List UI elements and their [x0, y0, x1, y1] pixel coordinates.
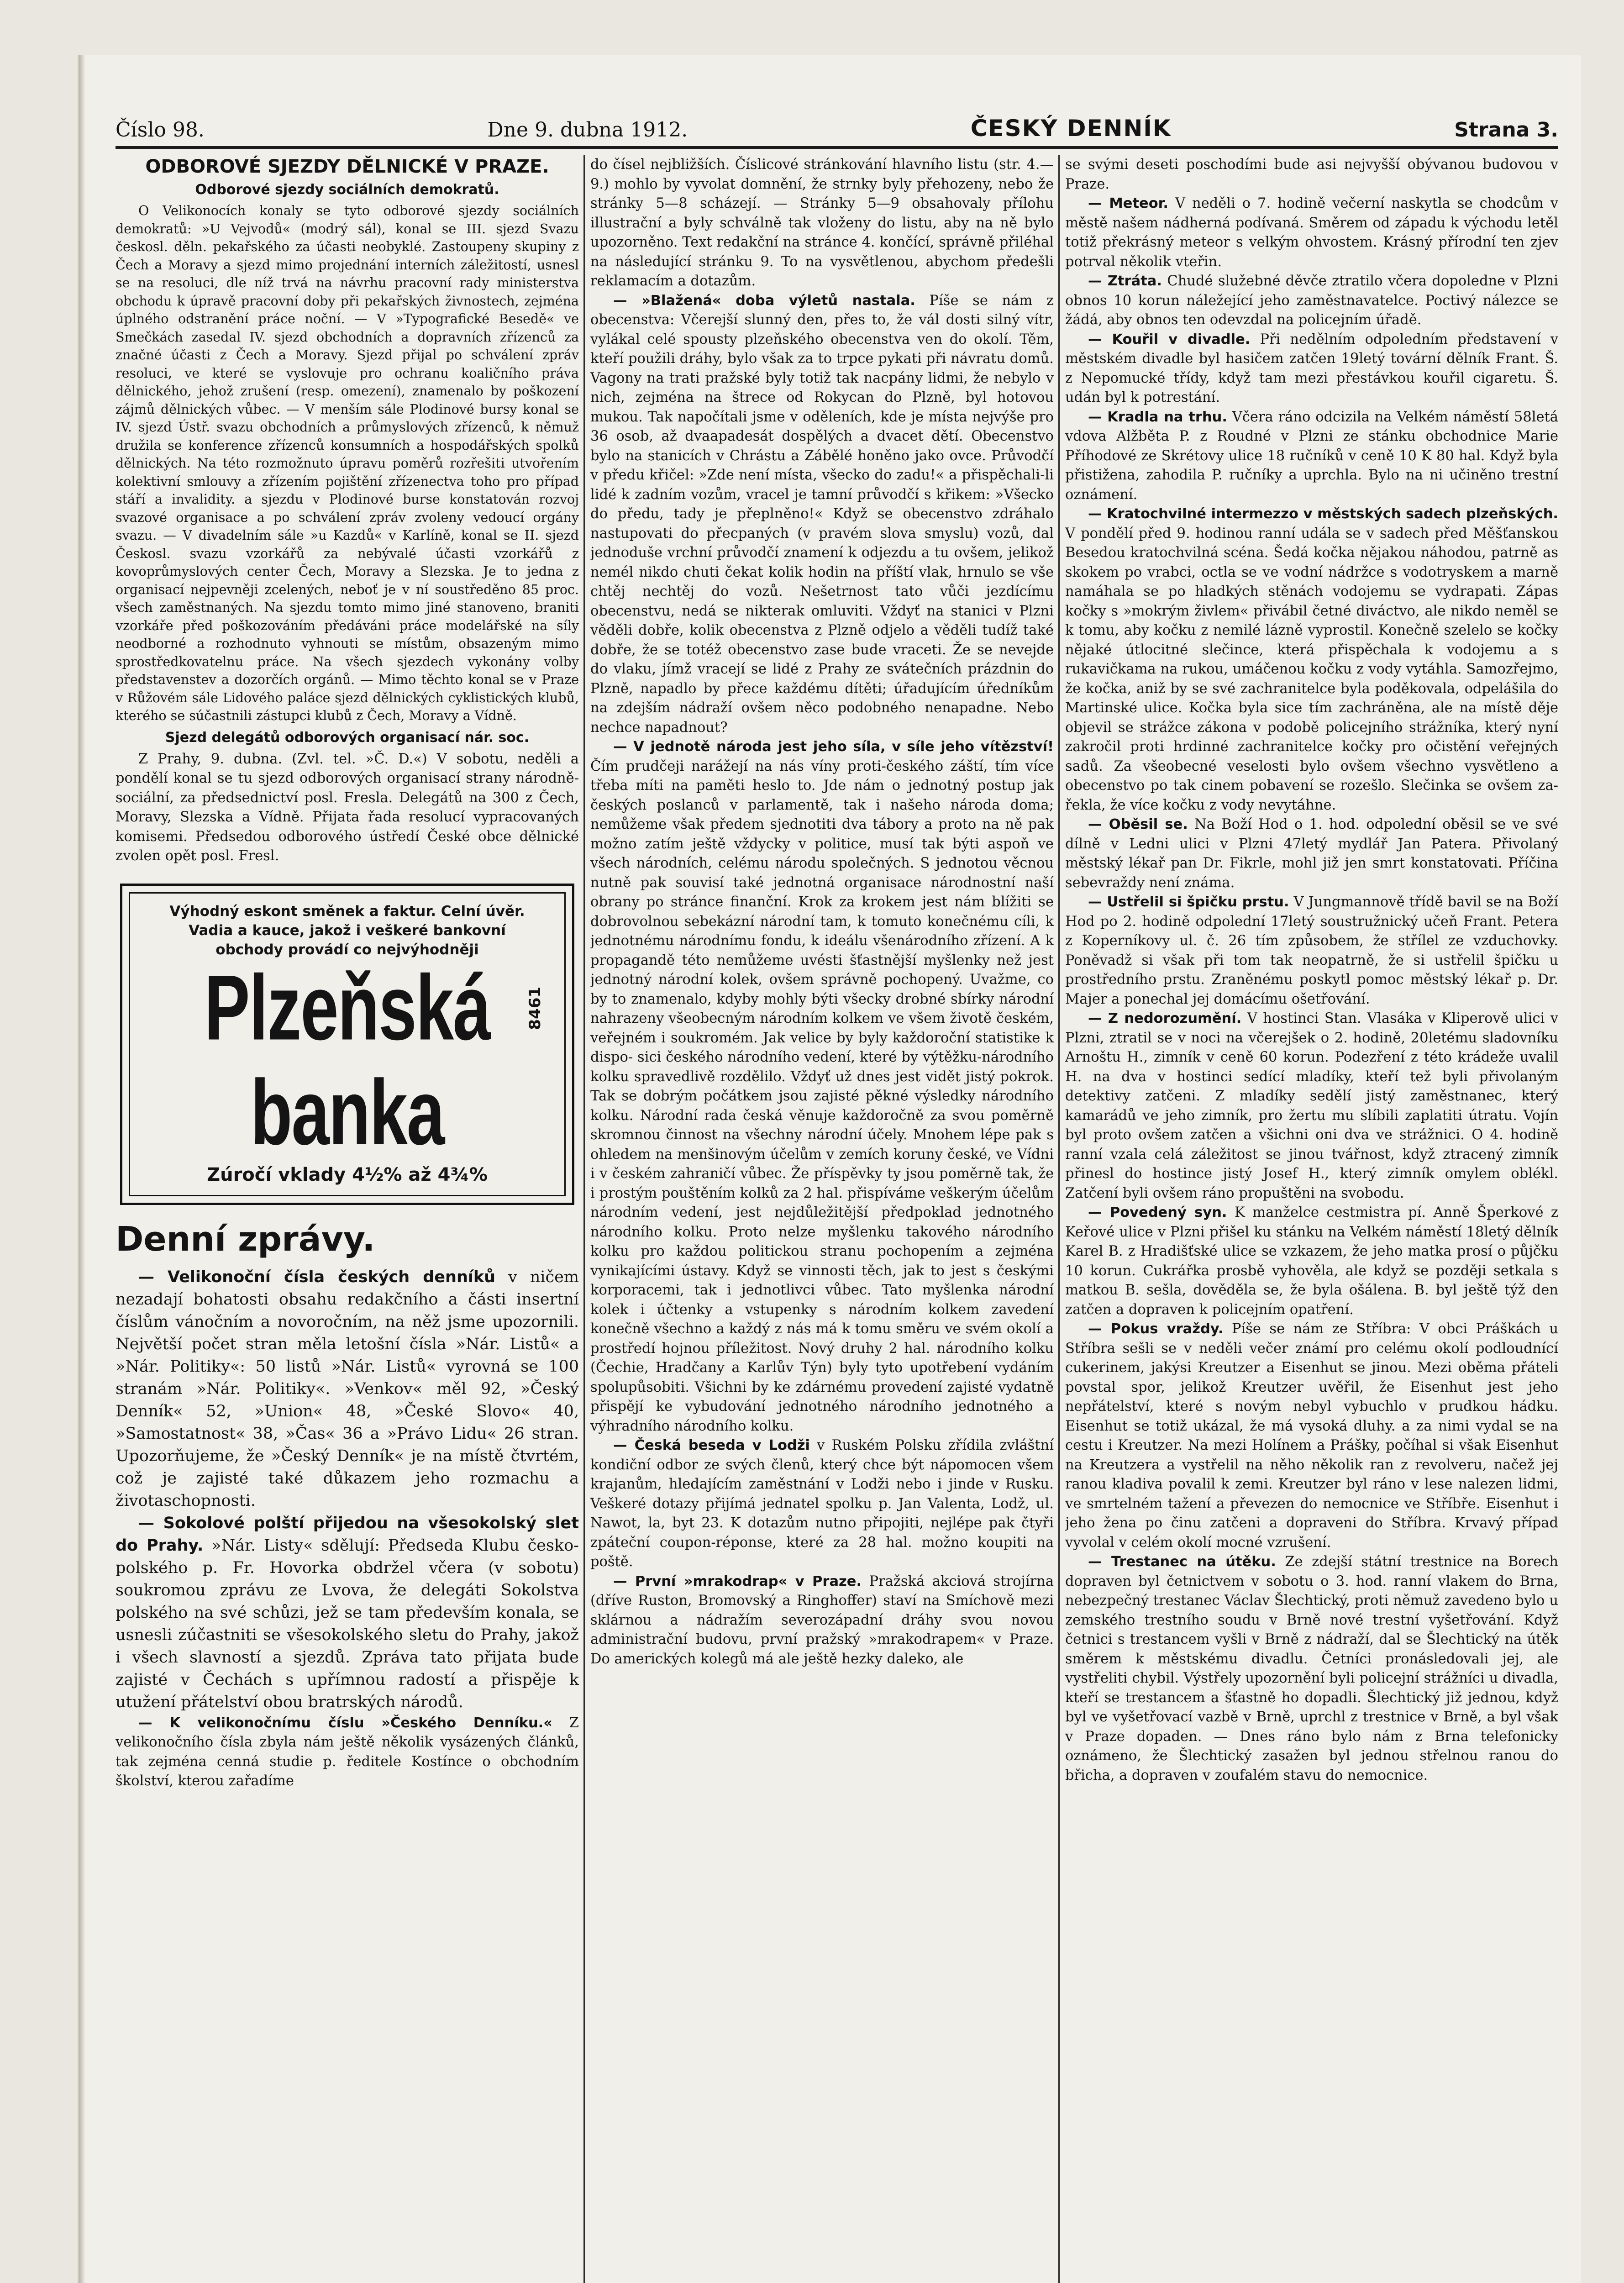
article-title: — První »mrakodrap« v Praze. [613, 1573, 862, 1589]
ad-tagline: Výhodný eskont směnek a faktur. Celní úvěr. Vadia a kauce, jakož i veškeré bankovní obchody provádí co nejvýhodněji [169, 903, 525, 958]
article-title: — V jednotě národa jest jeho síla, v síle jeho vítězství! [613, 739, 1054, 755]
article-title: — Kratochvilné intermezzo v městských sadech plzeňských. [1088, 506, 1558, 522]
column-divider [583, 155, 585, 2283]
masthead: ČESKÝ DENNÍK [970, 115, 1172, 142]
article-subhead: Sjezd delegátů odborových organisací nár. soc. [165, 729, 530, 746]
header-rule [116, 146, 1558, 149]
column-divider [1058, 155, 1060, 2283]
ad-frame [129, 892, 566, 1196]
column-3 [1065, 155, 1558, 2283]
issue-number: Číslo 98. [116, 118, 205, 142]
article-title: — Oběsil se. [1088, 816, 1188, 832]
article-title: — Povedený syn. [1088, 1205, 1227, 1220]
article-title: — Trestanec na útěku. [1088, 1554, 1276, 1570]
article-body: Ze zdejší státní trestnice na Borech dopraven byl četnictvem v sobotu o 3. hod. ranní vlakem do Brna, nebezpečný trestanec Václav Šlechtický, proti němuž zavedeno bylo u zemského trestního soudu v Brně nové trestní vyšetřování. Když četnici s trestancem vyšli v Brně z nádraží, dal se Šlechtický na útěk směrem k městskému divadlu. Četníci pronásledovali jej, ale vystřeliti chybil. Výstřely upozornění byli policejní strážníci u divadla, kteří se trestancem a šťastně ho dopadli. Šlechtický již jednou, když byl ve vyšetřovací vazbě v Brně, uprchl z trestnice v Brně, a byl však v Praze dopaden. — Dnes ráno bylo nám z Brna telefonicky oznámeno, že Šlechtický zasažen byl jednou střelnou ranou do břicha, a dopraven v zoufalém stavu do nemocnice. [1065, 1554, 1558, 1783]
article-body: O Velikonocích konaly se tyto odborové sjezdy sociálních demokratů: »U Vejvodů« (modrý sál), konal se III. sjezd Svazu českosl. děln. pekařského za účasti neobyklé. Zastoupeny skupiny z Čech a Moravy a sjezd mimo projednání interních záležitostí, usnesl se na resoluci, dle níž trvá na návrhu pracovní rady ministerstva obchodu k úpravě pracovní doby při pekařských živnostech, zejména úplného odstranění práce noční. — V »Typografické Besedě« ve Smečkách zasedal IV. sjezd obchodních a dopravních zřízenců za značné účasti z Čech a Moravy. Sjezd přijal po schválení zpráv resoluci, ve které se vyslovuje pro ochranu koaličního práva dělnického, jehož zrušení (resp. omezení), znamenalo by poškození zájmů dělnických vůbec. — V menším sále Plodinové bursy konal se IV. sjezd Ústř. svazu obchodních a průmyslových zřízenců, k němuž družila se konference zřízenců konsumních a hospodářských spolků dělnických. Na této rozmožnuto úpravu poměrů rozřešiti utvořením kolektivní smlouvy a zřízením pojištění zřízenectva toho pro případ stáří a invalidity. a sjezdu v Plodinové burse konstatován rozvoj svazové organisace a po schválení zpráv zvoleny vedoucí orgány svazu. — V divadelním sále »u Kazdů« v Karlíně, konal se II. sjezd Českosl. svazu vzorkářů za nebývalé účasti vzorkářů z kovoprůmyslových center Čech, Moravy a Slezska. Je to jedna z organisací nejpevněji zcelených, neboť je v ní soustředěno 85 proc. všech zaměstnaných. Na sjezdu tomto mimo jiné stanoveno, braniti vzorkáře před poškozováním předáváni práce modelářské na síly neodborné a rozhodnuto vyhnouti se místům, obsazeným mimo sprostředkovatelnu práce. Na všech sjezdech vykonány volby představenstev a dozorčích orgánů. — Mimo těchto konal se v Praze v Růžovém sále Lidového paláce sjezd dělnických cyklistických klubů, kterého se súčastnili zástupci klubů z Čech, Moravy a Vídně. [116, 203, 579, 723]
article-body: do čísel nejbližších. Číslicové stránkování hlavního listu (str. 4.—9.) mohlo by vyvolat domnění, že strnky byly přehozeny, nebo že stránky 5—8 scházejí. — Stránky 5—9 obsahovaly přílohu illustrační a byly schválně tak vloženy do listu, aby na ně bylo upozorněno. Text redakční na stránce 4. končící, správně přiléhal na následující stránku 9. To na vysvětlenou, abychom předešli reklamacím a dotazům. [590, 157, 1054, 289]
article-body: Na Boží Hod o 1. hod. odpolední oběsil se ve své dílně v Ledni ulici v Plzni 47letý mydlář Jan Patera. Přivolaný městský lékař pan Dr. Fikrle, mohl již jen smrt konstatovati. Příčina sebevraždy není známa. [1065, 816, 1558, 891]
article-body: V neděli o 7. hodině večerní naskytla se chodcům v městě našem nádherná podívaná. Směrem od západu k východu letěl totiž překrásný meteor s velkým ohvostem. Krásný přírodní ten zjev potrval několik vteřin. [1065, 195, 1558, 270]
article-body: Při nedělním odpoledním představení v městském divadle byl hasičem zatčen 19letý tovární dělník Frant. Š. z Nepomucké třídy, když tam mezi přestávkou kouřil cigaretu. Š. udán byl k potrestání. [1065, 331, 1558, 405]
article-title: — Meteor. [1088, 195, 1168, 211]
article-body: Píše se nám z obecenstva: Včerejší slunný den, přes to, že vál dosti silný vítr, vylákal celé spousty plzeňského obecenstva ven do okolí. Těm, kteří použili dráhy, bylo však za to trpce pykati při návratu domů. Vagony na trati pražské byly totiž tak nacpány lidmi, že nebylo v nich, zejména na štrece od Rokycan do Plzně, byl hotovou mukou. Tak napočítali jsme v oděleních, kde je místa nejvýše pro 36 osob, až dvaapadesát dospělých a dvacet dětí. Obecenstvo bylo na stanicích v Chrástu a Zábělé honěno jako ovce. Průvodčí v předu křičel: »Zde není místa, všecko do zadu!« a přispěchali-li lidé k zadním vozům, vracel je tamní průvodčí s křikem: »Všecko do předu, tady je přeplněno!« Když se obecenstvo zdráhalo nastupovati do přecpaných (v pravém slova smyslu) vozů, dal jednoduše vrchní průvodčí znamení k odjezdu a tu ovšem, jelikož nemél nikdo chuti čekat kolik hodin na příští vlak, hrnulo se vše chtěj nechtěj do vozů. Nešetrnost tato vůči jezdícímu obecenstvu, nedá se nikterak omluviti. Vždyť na stanici v Plzni věděli dobře, kolik obecenstva z Plzně odjelo a věděli tudíž také dobře, že se totéž obecenstvo zase bude vraceti. Že se nevejde do vlaku, jímž vracejí se lidé z Prahy ze svátečních prázdnin do Plzně, napadlo by přece každému dítěti; úřadujícím úředníkům na zdejším nádraží ovšem něco podobného nenapadne. Nebo nechce napadnout? [590, 292, 1054, 736]
article-title: — Česká beseda v Lodži [613, 1437, 810, 1453]
article-body: Chudé služebné děvče ztratilo včera dopoledne v Plzni obnos 10 korun náležející jeho zaměstnavatelce. Poctivý nálezce se žádá, aby obnos ten odevzdal na policejním úřadě. [1065, 273, 1558, 328]
article-body: se svými deseti poschodími bude asi nejvyšší obývanou budovou v Praze. [1065, 157, 1558, 192]
article-title: — Z nedorozumění. [1088, 1010, 1242, 1026]
article-title: — K velikonočnímu číslu »Českého Denníku.« [138, 1715, 552, 1731]
ad-bank-name: Plzeňská banka [204, 955, 490, 1164]
article-title: — Sokolové polští přijedou na všesokolský slet do Prahy. [116, 1514, 579, 1555]
advertisement-bank [120, 884, 574, 1205]
section-title: ODBOROVÉ SJEZDY DĚLNICKÉ V PRAZE. [145, 156, 549, 177]
article-title: — Ustřelil si špičku prstu. [1088, 894, 1289, 910]
page-number: Strana 3. [1454, 118, 1558, 142]
article-body: V hostinci Stan. Vlasáka v Kliperově ulici v Plzni, ztratil se v noci na včerejšek o 2. hodině, 20letému sladovníku Arnoštu H., zimník v ceně 60 korun. Podezření z této krádeže uvalil H. na dva v hostinci sedící mladíky, kteří tež byli přivolaným detektivy zatčeni. Z mladíky sedělí jistý zaměstnanec, který kamarádů ve jeho zimník, pro žertu mu slíbili zaplatiti útratu. Vojín byl proto ovšem zatčen a všichni oni dva ve strážnici. O 4. hodině ranní vzala celá záležitost se jinou tvářnost, když ztracený zimník přinesl do hostince jistý Josef H., který zimník omylem oblékl. Zatčení byli ovšem ráno propuštěni na svobodu. [1065, 1010, 1558, 1201]
rubric-title: Denní zprávy. [116, 1219, 375, 1259]
ad-interest-rate: Zúročí vklady 4½% až 4¾% [207, 1164, 488, 1185]
article-body: Z velikonočního čísla zbyla nám ještě několik vysázených článků, tak zejména cenná studie p. ředitele Kostínce o obchodním školství, kterou zařadíme [116, 1715, 579, 1789]
article-body: Včera ráno odcizila na Velkém náměstí 58letá vdova Alžběta P. z Roudné v Plzni ze stánku obchodnice Marie Příhodové ze Skrétovy ulice 18 ručníků v ceně 10 K 80 hal. Když byla přistižena, zahodila P. ručníky a uprchla. Bylo na ni učiněno trestní oznámení. [1065, 409, 1558, 503]
article-body: V Jungmannově třídě bavil se na Boží Hod po 2. hodině odpolední 17letý soustružnický učeň Frant. Petera z Koperníkovy ul. č. 26 tím způsobem, že střílel ze vzduchovky. Poněvadž si však při tom tak neopatrně, že si ustřelil špičku u prostředního prstu. Zraněnému poskytl pomoc městský lékař p. Dr. Majer a ponechal jej domácímu ošetřování. [1065, 894, 1558, 1007]
column-1 [116, 155, 579, 2283]
article-subhead: Odborové sjezdy sociálních demokratů. [195, 182, 499, 198]
binding-shadow [79, 55, 85, 2283]
article-body: V pondělí před 9. hodinou ranní udála se v sadech před Měšťanskou Besedou kratochvilná scéna. Šedá kočka nějakou náhodou, patrně as skokem po vrabci, octla se ve vodní nádržce s vodotryskem a marně namáhala se po hladkých stěnách vodojemu se vydrapati. Zápas kočky s »mokrým živlem« přivábil četné diváctvo, ale nikdo neměl se k tomu, aby kočku z nemilé lázně vyprostil. Konečně szelelo se kočky nějaké útlocitné slečince, která přispěchala k vodojemu a s rukavičkama na rukou, umáčenou kočku z vody vytáhla. Samozřejmo, že kočka, aniž by se své zachranitelce byla poděkovala, odpelášila do Martinské ulice. Kočka byla sice tím zachráněna, ale na místě děje objevil se strážce zákona v podobě policejního strážníka, který nyní zakročil proti hrdinné zachranitelce kočky pro očistění veřejných sadů. Za všeobecné veselosti bylo ovšem všechno vysvětleno a obecenstvo po tak cinem pobavení se rozešlo. Slečinka se ovšem za- řekla, že více kočku z vody nevytáhne. [1065, 525, 1558, 813]
article-title: — Kouřil v divadle. [1088, 331, 1251, 347]
article-title: — Pokus vraždy. [1088, 1321, 1224, 1337]
issue-date: Dne 9. dubna 1912. [487, 118, 688, 142]
article-title: — Velikonoční čísla českých denníků [138, 1268, 496, 1286]
article-body: K manželce cestmistra pí. Anně Šperkové z Keřové ulice v Plzni přišel ku stánku na Velkém náměstí 18letý dělník Karel B. z Hradišťské ulice se vzkazem, že jeho matka prosí o půjčku 10 korun. Cukrářka prosbě vyhověla, ale když se později setkala s matkou B. sešla, dověděla se, že byla ošálena. B. byl ještě týž den zatčen a dopraven k policejním opatření. [1065, 1205, 1558, 1318]
article-body: Čím prudčeji narážejí na nás víny proti-českého záští, tím více třeba míti na paměti heslo to. Jde nám o jednotný postup jak českých poslanců v parlamentě, tak i našeho národa doma; nemůžeme však předem sjednotiti dva tábory a proto na ně pak možno zatím ještě vždycky v politice, musí tak býti aspoň ve všech národních, celému národu společných. S jednotou věcnou nutně pak souvisí také jednotná organisace národnostní naší obrany po stránce finanční. Krok za krokem jest nám blížiti se dobrovolnou sebekázní národní tam, k tomuto konečnému cíli, k jednotnému národnímu fondu, k ideálu všenárodního zřízení. A k propagandě této nemůžeme uvésti šťastnější myšlenky než jest jednotný národní kolek, ovšem správně pochopený. Uvažme, co by to znamenalo, kdyby mohly býti všecky drobné sbírky národní nahrazeny všeobecným národním kolkem ve všem životě českém, veřejném i soukromém. Jak velice by byly každoroční statistike k dispo- sici českého národního vedení, které by výtěžku-národního kolku spravedlivě rozdělilo. Vždyť už dnes jest vidět jistý pokrok. Tak se dobrým počátkem jsou zajisté pěkné výsledky národního kolku. Národní rada česká věnuje každoročně za svou poměrně skromnou činnost na všechny národní účely. Mnohem lépe pak s ohledem na menšinovým účelům v zemích koruny české, ve Vídni i v českém zahraničí vůbec. Že příspěvky ty jsou poměrně tak, že i prostým pouštěním kolků za 2 hal. přispíváme veškerým účelům národním vedení, jest nejdůležitější předpoklad jednotného národního kolku. Proto nelze myšlenku takového národního kolku pro každou politickou stranu pochopením a zejména vynikajícími ústavy. Když se vinnosti těch, jak to jest s českými korporacemi, tak i jednotlivci vůbec. Tato myšlenka národní kolek i účtenky a vstupenky s národním kolkem zavedení konečně všechno a každý z nás má k tomu směru ve svém okolí a prostředí hojnou příležitost. Nový druhy 2 hal. národního kolku (Čechie, Hradčany a Karlův Týn) byly tyto upotřebení vydáním spolupůsobiti. Všichni by ke zdárnému provedení zajisté vydatně přispějí ke vybudování jednotného národního jednotného a výhradního národního kolku. [590, 758, 1054, 1434]
article-body: v Ruském Polsku zřídila zvláštní kondiční odbor ze svých členů, který chce být nápomocen všem krajanům, hledajícím zaměstnání v Lodži nebo i jinde v Rusku. Veškeré dotazy přijímá jednatel spolku p. Jan Valenta, Lodž, ul. Nawot, la, byt 23. K dotazům nutno připojiti, nejlépe pak čtyři zpáteční coupon-réponse, které za 28 hal. možno koupiti na poště. [590, 1437, 1054, 1570]
newspaper-page [78, 55, 1581, 2283]
article-title: — »Blažená« doba výletů nastala. [613, 292, 915, 309]
article-body: v ničem nezadají bohatosti obsahu redakčního a části insertní číslům vánočním a novoročním, na něž jsme upozornili. Největší počet stran měla letošní čísla »Nár. Listů« a »Nár. Politiky«: 50 listů »Nár. Listů« vyrovná se 100 stranám »Nár. Politiky«. »Venkov« měl 92, »Český Denník« 52, »Union« 48, »České Slovo« 40, »Samostatnost« 38, »Čas« 36 a »Právo Lidu« 26 stran. Upozorňujeme, že »Český Denník« je na místě čtvrtém, což je zajisté také důkazem jeho rozmachu a životaschopnosti. [116, 1268, 579, 1510]
article-body: »Nár. Listy« sdělují: Předseda Klubu česko-polského p. Fr. Hovorka obdržel včera (v sobotu) soukromou zprávu ze Lvova, že delegáti Sokolstva polského na své schůzi, jež se tam především konala, se usnesli zúčastniti se všesokolského sletu do Prahy, jakož i všech slavností a sjezdů. Zpráva tato přijata bude zajisté v Čechách s upřímnou radostí a přispěje k utužení přátelství obou bratrských národů. [116, 1536, 579, 1711]
column-2 [590, 155, 1054, 2283]
article-body: Píše se nám ze Stříbra: V obci Práškách u Stříbra sešli se v neděli večer známí pro celému okolí podloudnící cukerinem, jakýsi Kreutzer a Eisenhut se jinou. Mezi oběma přáteli povstal spor, jelikož Kreutzer uvěřil, že Eisenhut jest jeho nepřátelství, které s novým nebyl vybuchlo v prudkou hádku. Eisenhut se totiž ukázal, že má vysoká dluhy. a za nimi vydal se na cestu i Kreutzer. Na mezi Holínem a Prášky, počíhal si však Eisenhut na Kreutzera a vystřelil na něho několik ran z revolveru, načež jej ranou kladiva povalil k zemi. Kreutzer byl ráno v lese nalezen lidmi, ve smrtelném tažení a převezen do nemocnice ve Stříbře. Eisenhut i jeho žena po činu zatčeni a dopraveni do Stříbra. Krvavý případ vyvolal v celém okolí mocné vzrušení. [1065, 1321, 1558, 1551]
article-title: — Kradla na trhu. [1088, 409, 1227, 425]
ad-code: 8461 [526, 986, 545, 1030]
article-body: Z Prahy, 9. dubna. (Zvl. tel. »Č. D.«) V sobotu, neděli a pondělí konal se tu sjezd odborových organisací strany národně-sociální, za předsednictví posl. Fresla. Delegátů na 300 z Čech, Moravy, Slezska a Vídně. Přijata řada resolucí vypracovaných komisemi. Předsedou odborového ústředí České obce dělnické zvolen opět posl. Fresl. [116, 751, 579, 864]
article-title: — Ztráta. [1088, 273, 1162, 289]
article-body: Pražská akciová strojírna (dříve Ruston, Bromovský a Ringhoffer) staví na Smíchově mezi sklárnou a nádražím severozápadní dráhy svou novou administrační budovu, první pražský »mrakodrapem« v Praze. Do amerických kolegů má ale ještě hezky daleko, ale [590, 1573, 1054, 1667]
page-header [116, 110, 1558, 142]
